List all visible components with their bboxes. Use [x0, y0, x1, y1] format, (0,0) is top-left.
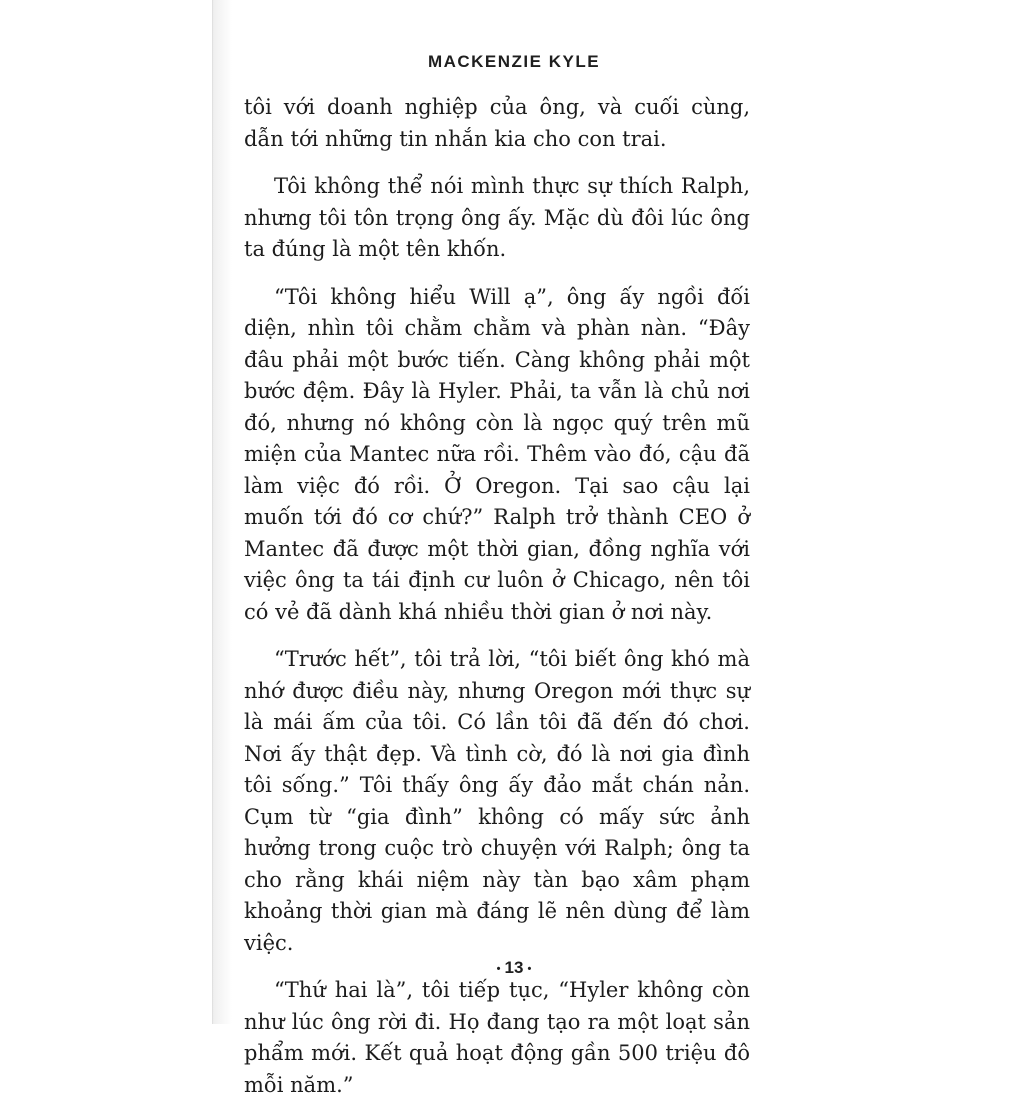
paragraph: “Thứ hai là”, tôi tiếp tục, “Hyler không còn như lúc ông rời đi. Họ đang tạo ra một loạt sản phẩm mới. Kết quả hoạt động gần 500 triệu đô mỗi năm.”	[244, 978, 750, 1097]
paragraph: “Tôi không hiểu Will ạ”, ông ấy ngồi đối diện, nhìn tôi chằm chằm và phàn nàn. “Đây đâu phải một bước tiến. Càng không phải một bước đệm. Đây là Hyler. Phải, ta vẫn là chủ nơi đó, nhưng nó không còn là ngọc quý trên mũ miện của Mantec nữa rồi. Thêm vào đó, cậu đã làm việc đó rồi. Ở Oregon. Tại sao cậu lại muốn tới đó cơ chứ?” Ralph trở thành CEO ở Mantec đã được một thời gian, đồng nghĩa với việc ông ta tái định cư luôn ở Chicago, nên tôi có vẻ đã dành khá nhiều thời gian ở nơi này.	[244, 284, 750, 624]
paragraph: “Trước hết”, tôi trả lời, “tôi biết ông khó mà nhớ được điều này, nhưng Oregon mới thực sự là mái ấm của tôi. Có lần tôi đã đến đó chơi. Nơi ấy thật đẹp. Và tình cờ, đó là nơi gia đình tôi sống.” Tôi thấy ông ấy đảo mắt chán nản. Cụm từ “gia đình” không có mấy sức ảnh hưởng trong cuộc trò chuyện với Ralph; ông ta cho rằng khái niệm này tàn bạo xâm phạm khoảng thời gian mà đáng lẽ nên dùng để làm việc.	[244, 647, 750, 955]
page-gutter-shade	[214, 0, 232, 1024]
running-head-author: MACKENZIE KYLE	[427, 52, 601, 71]
folio-left-mark: •	[496, 962, 501, 975]
paragraph-continuation: tôi với doanh nghiệp của ông, và cuối cùng, dẫn tới những tin nhắn kia cho con trai.	[244, 95, 750, 151]
folio-right-mark: •	[527, 962, 532, 975]
page-number	[214, 958, 814, 978]
page-number-value: 13	[504, 958, 524, 977]
paragraph: Tôi không thể nói mình thực sự thích Ralph, nhưng tôi tôn trọng ông ấy. Mặc dù đôi lúc ông ta đúng là một tên khốn.	[244, 174, 750, 261]
